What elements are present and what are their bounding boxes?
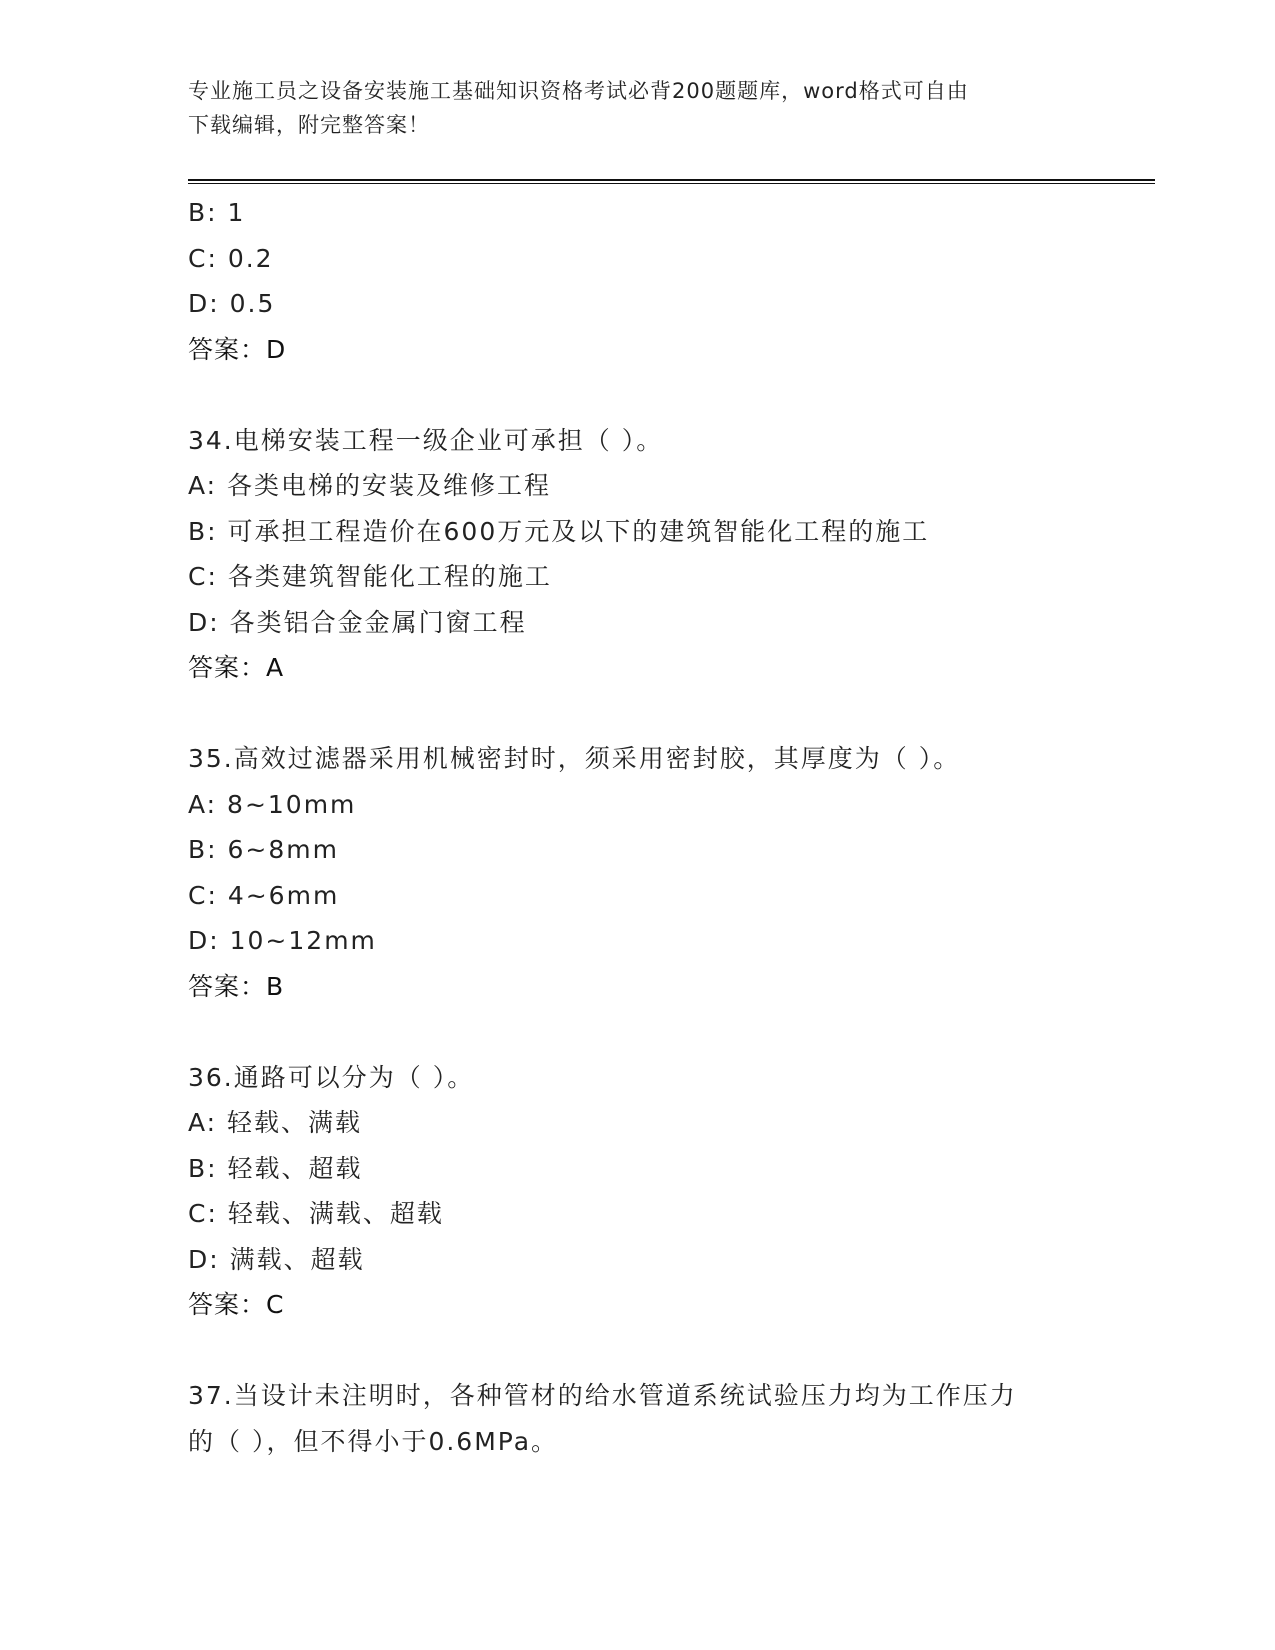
question-block-33 <box>188 190 1148 372</box>
question-stem-line-1: 37.当设计未注明时，各种管材的给水管道系统试验压力均为工作压力 <box>188 1381 1017 1410</box>
header-line-2: 下载编辑，附完整答案！ <box>188 113 430 137</box>
document-header <box>188 74 1088 142</box>
header-divider-thick <box>188 179 1155 181</box>
question-stem: 36.通路可以分为（ ）。 <box>188 1062 475 1092</box>
document-body <box>188 190 1148 1464</box>
answer-line: 答案：D <box>188 334 287 364</box>
option-d: D: 10~12mm <box>188 926 377 955</box>
option-d: D: 0.5 <box>188 289 276 318</box>
question-stem: 35.高效过滤器采用机械密封时，须采用密封胶，其厚度为（ ）。 <box>188 744 961 773</box>
question-block-37 <box>188 1373 1148 1464</box>
question-block-36 <box>188 1055 1148 1328</box>
option-c: C: 4~6mm <box>188 880 340 910</box>
question-stem: 34.电梯安装工程一级企业可承担（ ）。 <box>188 425 664 455</box>
answer-line: 答案：A <box>188 653 285 682</box>
option-d: D: 满载、超载 <box>188 1244 365 1274</box>
option-b: B: 可承担工程造价在600万元及以下的建筑智能化工程的施工 <box>188 516 930 546</box>
option-a: A: 8~10mm <box>188 789 357 819</box>
question-block-34 <box>188 418 1148 691</box>
option-d: D: 各类铝合金金属门窗工程 <box>188 607 527 637</box>
option-b: B: 6~8mm <box>188 835 339 864</box>
answer-line: 答案：C <box>188 1290 285 1319</box>
option-c: C: 轻载、满载、超载 <box>188 1199 444 1228</box>
answer-line: 答案：B <box>188 971 285 1001</box>
option-c: C: 0.2 <box>188 243 274 273</box>
question-stem-line-2: 的（ ），但不得小于0.6MPa。 <box>188 1426 559 1456</box>
option-b: B: 1 <box>188 198 246 227</box>
option-a: A: 各类电梯的安装及维修工程 <box>188 471 552 500</box>
question-block-35 <box>188 736 1148 1009</box>
header-divider-thin <box>188 183 1155 184</box>
option-b: B: 轻载、超载 <box>188 1153 363 1183</box>
header-line-1: 专业施工员之设备安装施工基础知识资格考试必背200题题库，word格式可自由 <box>188 79 969 103</box>
option-c: C: 各类建筑智能化工程的施工 <box>188 562 552 591</box>
option-a: A: 轻载、满载 <box>188 1108 363 1137</box>
